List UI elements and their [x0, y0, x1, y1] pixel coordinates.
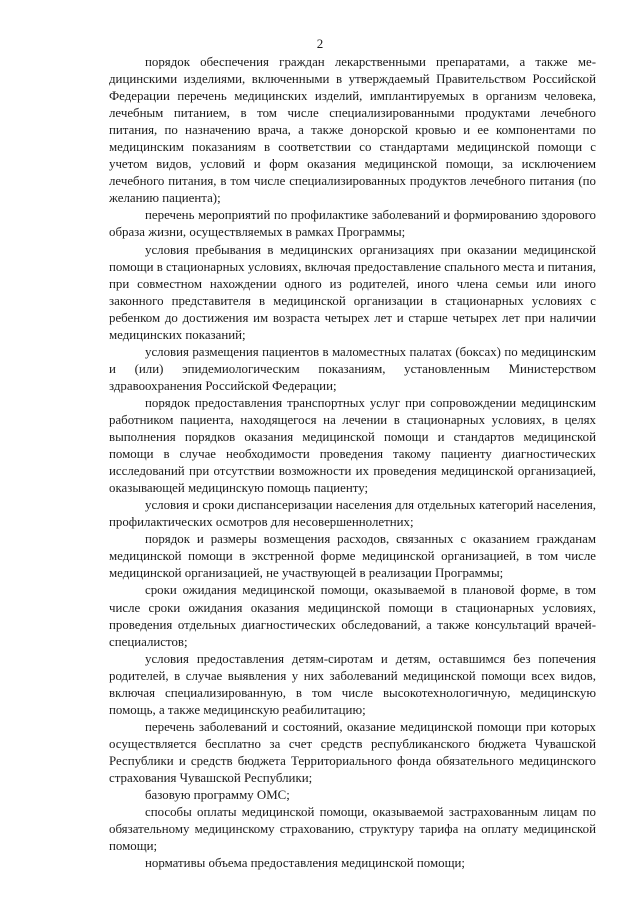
document-body — [109, 54, 596, 872]
paragraph-ward-placement: условия размещения пациентов в маломестных палатах (боксах) по медицинским и (или) эпидемиологическим показаниям, установленным Министерством здравоохранения Российской Федерации; — [109, 344, 596, 393]
paragraph-free-care-list: перечень заболеваний и состояний, оказание медицинской помощи при которых осуществляется бесплатно за счет средств республиканского бюджета Чувашской Республики и средств бюджета Территориального фонда обязательного медицинского страхования Чувашской Республики; — [109, 719, 596, 785]
paragraph-expense-reimbursement: порядок и размеры возмещения расходов, связанных с оказанием гражданам медицинской помощи в экстренной форме медицинской организацией, в том числе медицинской организацией, не участвующей в реализации Программы; — [109, 532, 596, 581]
paragraph-waiting-times: сроки ожидания медицинской помощи, оказываемой в плановой форме, в том числе сроки ожидания оказания медицинской помощи в стационарных условиях, проведения отдельных диагностических обследований, а также консультаций врачей-специалистов; — [109, 583, 596, 649]
paragraph-prevention-measures: перечень мероприятий по профилактике заболеваний и формированию здорового образа жизни, осуществляемых в рамках Программы; — [109, 208, 596, 240]
paragraph-basic-program: базовую программу ОМС; — [145, 788, 290, 803]
paragraph-inpatient-stay-conditions: условия пребывания в медицинских организациях при оказании медицинской помощи в стационарных условиях, включая предоставление спального места и питания, при совместном нахождении одного из родителей, иного члена семьи или иного законного представителя в медицинской организации в стационарных условиях с ребенком до достижения им возраста четырех лет и старше четырех лет при наличии медицинских показаний; — [109, 242, 596, 342]
paragraph-volume-standards: нормативы объема предоставления медицинской помощи; — [145, 856, 465, 871]
paragraph-payment-methods: способы оплаты медицинской помощи, оказываемой застрахованным лицам по обязательному медицинскому страхованию, структуру тарифа на оплату медицинской помощи; — [109, 805, 596, 854]
paragraph-orphan-care: условия предоставления детям-сиротам и детям, оставшимся без попечения родителей, в случае выявления у них заболеваний медицинской помощи всех видов, включая специализированную, в том числе высокотехнологичную, медицинскую помощь, а также медицинскую реабилитацию; — [109, 651, 596, 717]
paragraph-transport-services: порядок предоставления транспортных услуг при сопровождении медицинским работником пациента, находящегося на лечении в стационарных условиях, в целях выполнения порядков оказания медицинской помощи и стандартов медицинской помощи в случае необходимости проведения такому пациенту диагностических исследований при отсутствии возможности их проведения медицинской организацией, оказывающей медицинскую помощь пациенту; — [109, 395, 596, 496]
paragraph-dispensarization: условия и сроки диспансеризации населения для отдельных категорий населения, профилактических осмотров для несовершеннолетних; — [109, 498, 596, 530]
paragraph-drug-provision: порядок обеспечения граждан лекарственными препаратами, а также медицинскими изделиями, включенными в утверждаемый Правительством Российской Федерации перечень медицинских изделий, имплантируемых в организм человека, лечебным питанием, в том числе специализированными продуктами лечебного питания, по назначению врача, а также донорской кровью и ее компонентами по медицинским показаниям в соответствии со стандартами медицинской помощи с учетом видов, условий и форм оказания медицинской помощи, за исключением лечебного питания, в том числе специализированных продуктов лечебного питания (по желанию пациента); — [109, 55, 596, 206]
page-number: 2 — [316, 36, 324, 51]
